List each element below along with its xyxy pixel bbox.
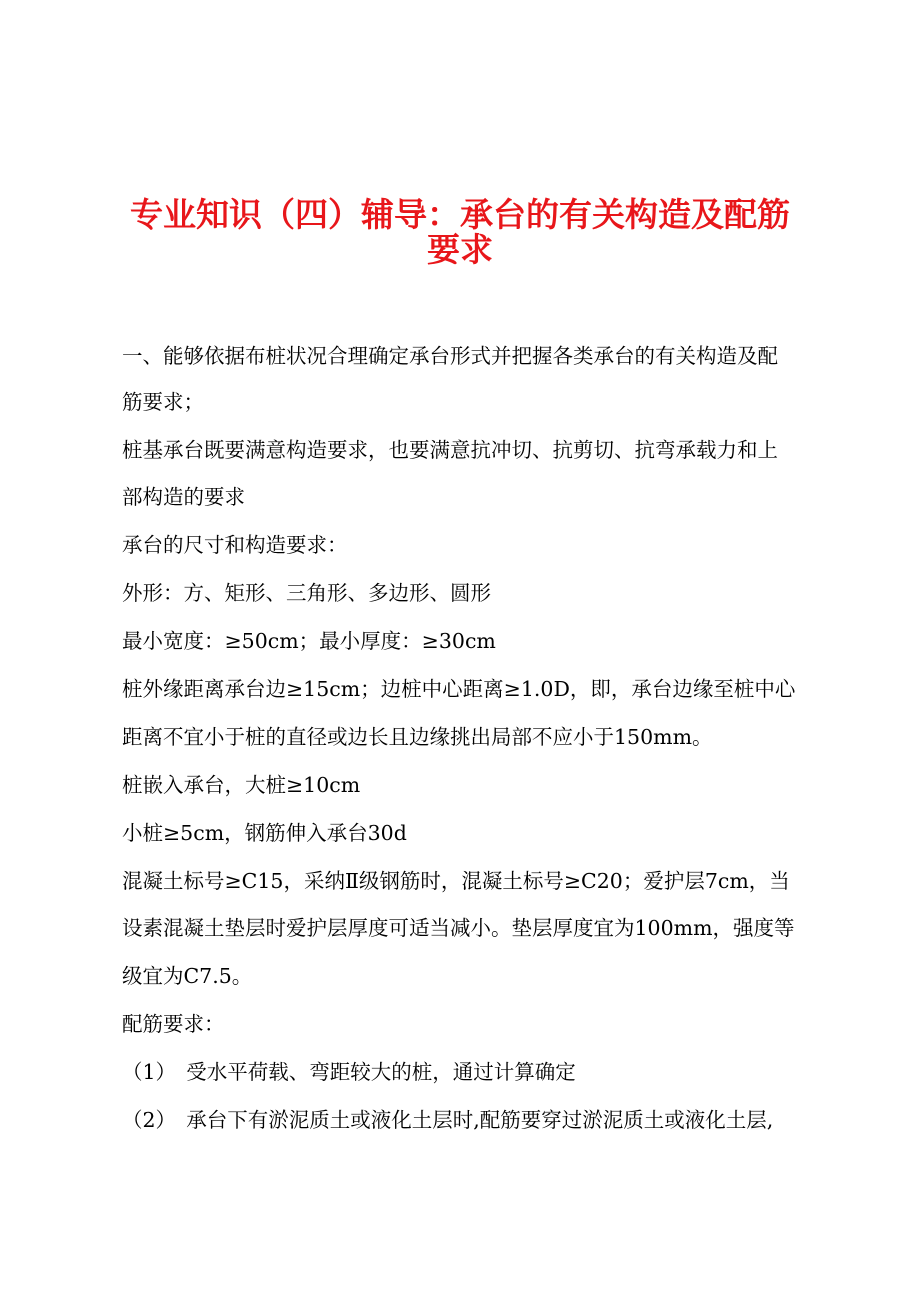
body-line-2: 筋要求；: [122, 390, 204, 414]
body-line-5: 承台的尺寸和构造要求：: [122, 533, 348, 557]
body-line-15: 配筋要求：: [122, 1012, 225, 1036]
body-line-14: 级宜为C7.5。: [122, 964, 253, 988]
body-line-7: 最小宽度：≥50cm；最小厚度：≥30cm: [122, 629, 496, 653]
body-line-12: 混凝土标号≥C15，采纳Ⅱ级钢筋时，混凝土标号≥C20；爱护层7cm，当: [122, 869, 790, 893]
body-line-13: 设素混凝土垫层时爱护层厚度可适当减小。垫层厚度宜为100mm，强度等: [122, 916, 795, 940]
body-line-10: 桩嵌入承台，大桩≥10cm: [122, 773, 361, 797]
body-line-16: （1） 受水平荷载、弯距较大的桩，通过计算确定: [122, 1060, 576, 1084]
body-line-3: 桩基承台既要满意构造要求，也要满意抗冲切、抗剪切、抗弯承载力和上: [122, 438, 778, 462]
body-line-1: 一、能够依据布桩状况合理确定承台形式并把握各类承台的有关构造及配: [122, 344, 778, 368]
body-line-17: （2） 承台下有淤泥质土或液化土层时,配筋要穿过淤泥质土或液化土层,: [122, 1108, 774, 1132]
body-line-9: 距离不宜小于桩的直径或边长且边缘挑出局部不应小于150mm。: [122, 725, 713, 749]
body-line-11: 小桩≥5cm，钢筋伸入承台30d: [122, 821, 407, 845]
body-line-4: 部构造的要求: [122, 485, 245, 509]
body-line-6: 外形：方、矩形、三角形、多边形、圆形: [122, 581, 491, 605]
body-line-8: 桩外缘距离承台边≥15cm；边桩中心距离≥1.0D，即，承台边缘至桩中心: [122, 677, 796, 701]
document-title-line-2: 要求: [427, 230, 493, 269]
document-title-line-1: 专业知识（四）辅导：承台的有关构造及配筋: [130, 195, 790, 234]
